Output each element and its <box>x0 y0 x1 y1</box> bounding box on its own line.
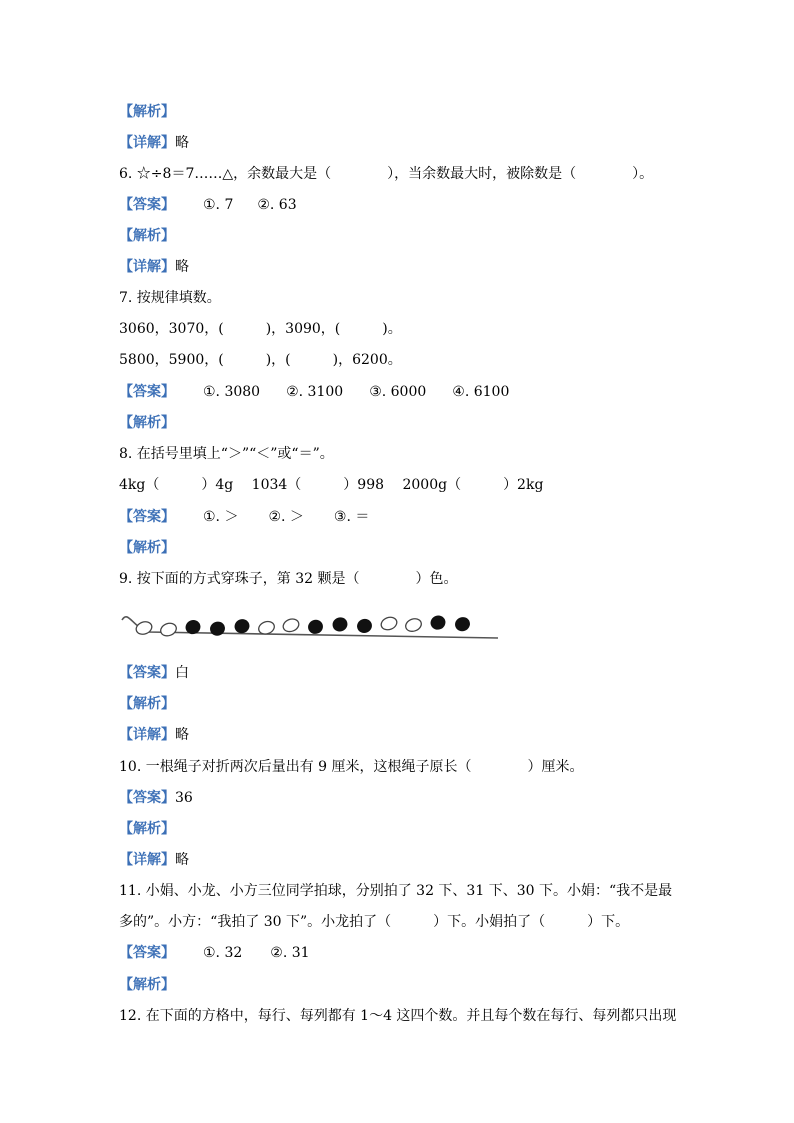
xiangjie-row: 【详解】略 <box>119 135 189 151</box>
black-bead <box>429 614 447 631</box>
question-12: 12. 在下面的方格中，每行、每列都有 1～4 这四个数。并且每个数在每行、每列都只出现 <box>119 1008 677 1024</box>
answer-9: 【答案】白 <box>119 665 189 681</box>
answer-10: 【答案】36 <box>119 790 193 806</box>
question-11-line2: 多的”。小方：“我拍了 30 下”。小龙拍了（ ）下。小娟拍了（ ）下。 <box>119 914 630 930</box>
question-8: 8. 在括号里填上“＞”“＜”或“＝”。 <box>119 446 334 462</box>
jiexi-label: 【解析】 <box>119 415 175 431</box>
black-bead <box>233 618 251 635</box>
black-bead <box>331 616 349 633</box>
question-6: 6. ☆÷8＝7……△，余数最大是（ ），当余数最大时，被除数是（ ）。 <box>119 166 654 182</box>
white-bead <box>134 620 153 637</box>
white-bead <box>281 617 300 634</box>
black-bead <box>307 618 325 635</box>
xiangjie-row: 【详解】略 <box>119 727 189 743</box>
jiexi-label: 【解析】 <box>119 228 175 244</box>
answer-11: 【答案】 ①. 32 ②. 31 <box>119 945 310 961</box>
question-7-row2: 5800，5900，( )，( )，6200。 <box>119 352 402 368</box>
white-bead <box>159 621 178 638</box>
question-10: 10. 一根绳子对折两次后量出有 9 厘米，这根绳子原长（ ）厘米。 <box>119 759 584 775</box>
jiexi-label: 【解析】 <box>119 977 175 993</box>
question-11-line1: 11. 小娟、小龙、小方三位同学拍球，分别拍了 32 下、31 下、30 下。小娟：“我不是最 <box>119 883 673 899</box>
white-bead <box>379 615 398 632</box>
question-7: 7. 按规律填数。 <box>119 290 221 306</box>
question-8-row: 4kg（ ）4g 1034（ ）998 2000g（ ）2kg <box>119 477 544 493</box>
question-7-row1: 3060，3070，( )，3090，( )。 <box>119 321 402 337</box>
jiexi-label: 【解析】 <box>119 540 175 556</box>
black-bead <box>454 616 472 633</box>
xiangjie-row: 【详解】略 <box>119 852 189 868</box>
jiexi-label: 【解析】 <box>119 104 175 120</box>
answer-8: 【答案】 ①. ＞ ②. ＞ ③. ＝ <box>119 509 370 525</box>
black-bead <box>356 617 374 634</box>
bead-string-image <box>118 602 508 648</box>
answer-7: 【答案】 ①. 3080 ②. 3100 ③. 6000 ④. 6100 <box>119 384 510 400</box>
question-9: 9. 按下面的方式穿珠子，第 32 颗是（ ）色。 <box>119 571 458 587</box>
xiangjie-row: 【详解】略 <box>119 259 189 275</box>
jiexi-label: 【解析】 <box>119 821 175 837</box>
answer-6: 【答案】 ①. 7 ②. 63 <box>119 197 297 213</box>
white-bead <box>404 617 423 634</box>
black-bead <box>209 620 227 637</box>
jiexi-label: 【解析】 <box>119 696 175 712</box>
